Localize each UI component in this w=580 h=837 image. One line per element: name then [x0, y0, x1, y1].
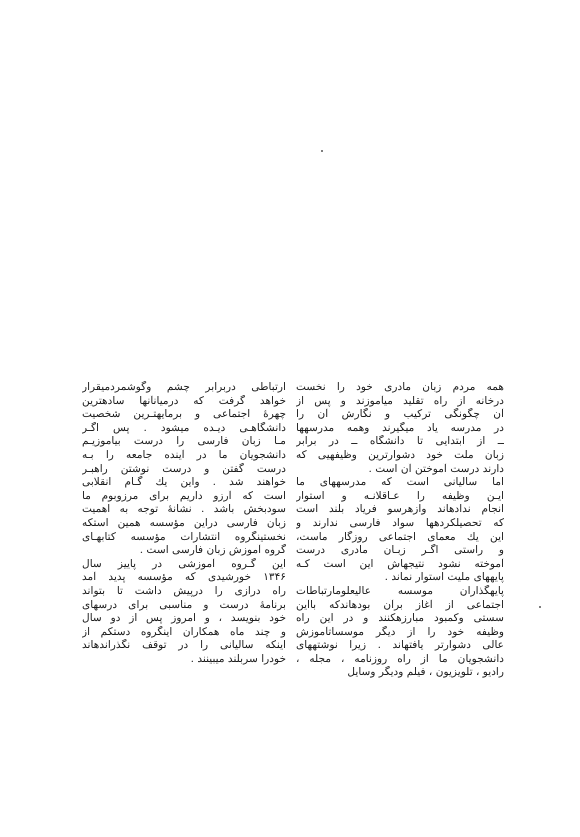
text-line: چهرهٔ اجتماعی و برمایهتـرین شخصیت	[82, 408, 286, 421]
text-line: وظیفه خود را از دیگر موسساتآموزش	[296, 625, 504, 638]
text-column-left	[82, 381, 286, 666]
text-line: عالی دشوارتر یافتهاند . زیرا نوشتههای	[296, 639, 504, 652]
text-line: است که آرزو داریم برای مرزوبوم ما	[82, 489, 286, 502]
text-line: دانشجویان ما در آینده جامعه را بـه	[82, 448, 286, 461]
text-line: ارتباطی دربرابر چشم وگوشمردمیقرار	[82, 381, 286, 393]
text-line: ــ از ابتدایی تا دانشگاه ــ در برابر	[296, 435, 504, 448]
text-line: نخستینگروه انتشارات مؤسسه کتابهـای	[82, 530, 286, 543]
text-line: دانشجویان ما از راه روزنامه ، مجله ،	[296, 652, 504, 665]
text-line: سستی وکمبود مبارزهکنند و در این راه	[296, 612, 504, 625]
text-line: زبان فارسی دراین مؤسسه همین استکه	[82, 516, 286, 529]
text-column-right	[296, 381, 504, 680]
text-line: برنامهٔ درست و مناسبی برای درسهای	[82, 598, 286, 611]
text-line: آموخته نشود نتیجهاش این است کـه	[296, 557, 504, 570]
text-line: ۱۳۴۶ خورشیدی که مؤسسه پدید آمد	[82, 571, 286, 584]
text-line: این گـروه آموزشی در پاییز سال	[82, 557, 286, 570]
text-line: اجتماعی از آغاز برآن بودهاندکه باآین	[296, 598, 504, 611]
text-line: سودبخش باشد . نشانهٔ توجه به اهمیت	[82, 503, 286, 516]
text-line: گروه آموزش زبان فارسی است .	[139, 544, 286, 557]
text-line: اما سالیانی است که مدرسههای ما	[296, 476, 504, 489]
scan-speck	[321, 150, 323, 152]
text-line: خواهد گرفت که درمیانآنها سادهترین	[82, 394, 286, 407]
text-line: خواهند شد . واین یك گـام انقلابی	[82, 476, 286, 489]
text-line: رادیو ، تلویزیون ، فیلم ودیگر وسایل	[347, 666, 504, 679]
text-line: در مدرسه یاد میگیرند وهمه مدرسهها	[296, 421, 504, 434]
text-line: اینکه سالیانی را در توقف نگذراندهاند	[82, 639, 286, 652]
scan-speck	[539, 606, 541, 608]
text-line: انجام ندادهاند وازهرسو فریاد بلند است	[296, 503, 504, 516]
text-line: زبان ملت خود دشوارترین وظیفهیی که	[296, 448, 504, 461]
text-line: آن چگونگی ترکیب و نگارش آن را	[296, 408, 504, 421]
text-line: که تحصیلکردهها سواد فارسی ندارند و	[296, 516, 504, 529]
text-line: پایهگذاران موسسه عالیعلومارتباطات	[296, 584, 504, 597]
text-line: مـا زبان فارسی را درست بیاموزیـم	[82, 435, 286, 448]
text-line: درست گفتن و درست نوشتن راهبـر	[82, 462, 286, 475]
text-line: و راستی اگـر زبـان مادری درست	[296, 544, 504, 557]
text-line: همه مردم زبان مادری خود را نخست	[296, 381, 504, 393]
text-line: این یك معمای اجتماعی روزگار ماست،	[296, 530, 504, 543]
text-line: و چند ماه همکاران اینگروه دستکم از	[82, 625, 286, 638]
text-line: دارند درست آموختن آن است .	[368, 462, 504, 475]
text-line: راه درازی را درپیش داشت تا بتواند	[82, 584, 286, 597]
text-line: دانشگاهـی دیـده میشود . پس اگـر	[82, 421, 286, 434]
text-line: درخانه از راه تقلید میآموزند و پس از	[296, 394, 504, 407]
text-line: ایـن وظیفه را عـاقلانـه و استوار	[296, 489, 504, 502]
text-line: خودرا سربلند میبینند .	[190, 652, 286, 665]
text-line: پایههای ملیت استوار نماند .	[384, 571, 504, 584]
text-line: خود بنویسد ، و امروز پس از دو سال	[82, 612, 286, 625]
